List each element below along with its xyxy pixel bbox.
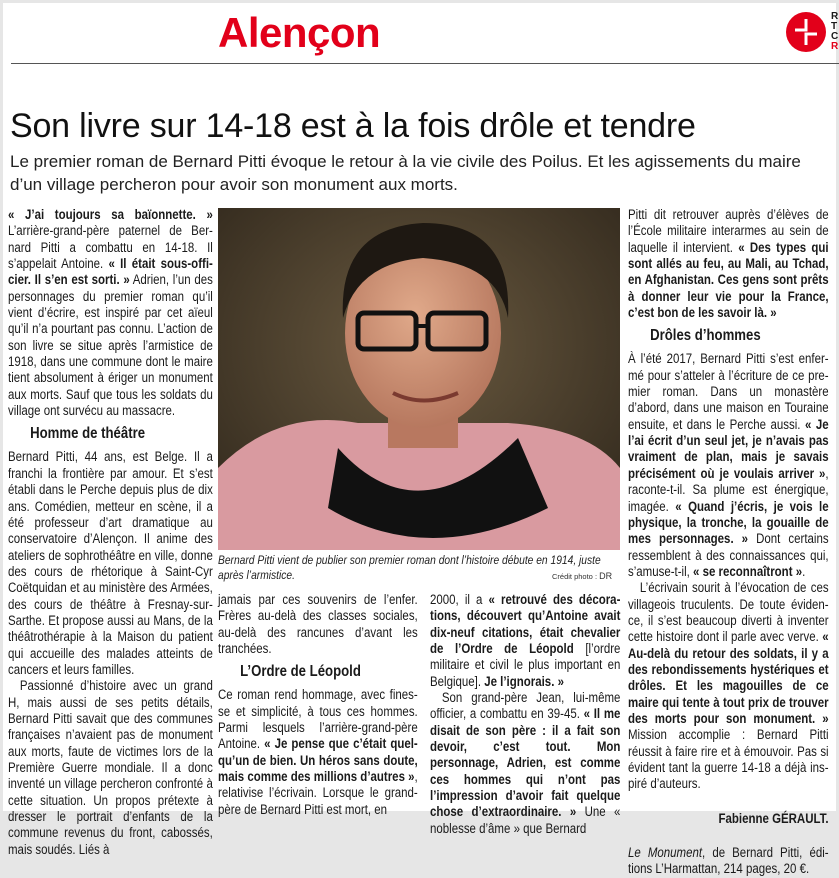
article-column-4 (628, 207, 829, 878)
article-column-3 (430, 592, 620, 837)
body-text: L’arrière-grand-père paternel de Bernard Pitti a combattu en 14-18. Il s’appelait Antoine. (8, 223, 213, 272)
body-text: 2000, il a (430, 592, 489, 607)
paragraph (430, 690, 620, 837)
article-deck: Le premier roman de Bernard Pitti évoque le retour à la vie civile des Poilus. Et les agissements du maire d’un village percheron pour avoir son monument aux morts. (10, 152, 801, 194)
body-text: Son grand-père Jean, lui-même officier, a combattu en 39-45. (430, 690, 621, 722)
section-title: Alençon (218, 9, 381, 56)
quote-text: « Des types qui sont allés au feu, au Mali, au Tchad, en Afghanistan. Ces gens sont prêts à donner leur vie pour la France, c’est bon de les savoir là. » (628, 239, 829, 321)
photo-caption: Bernard Pitti vient de publier son premier roman dont l’histoire débute en 1914, juste après l’armistice. (218, 553, 601, 582)
paragraph (628, 351, 829, 580)
body-text: À l’été 2017, Bernard Pitti s’est enfermé pour s’atteler à l’écriture de ce premier roman. Dans un monastère d’abord, dans une maison en Touraine ensuite, et dans le Perche aussi. (628, 351, 829, 432)
quote-text: « se reconnaîtront » (693, 563, 803, 579)
paragraph (628, 580, 829, 792)
body-text: Passionné d’histoire avec un grand H, mais aussi de ses petits détails, Bernard Pitti savait que des communes françaises n’avaient pas de monument aux morts, faute de victimes lors de la Première Guerre mondiale. Il a donc inventé un village percheron confronté à cette situation. Un propos prétexte à dresser le portrait d’enfants de la commune revenus du front, cabossés, mais soudés. Liés à (8, 678, 213, 857)
logo-letter: R (831, 41, 839, 52)
paragraph (218, 592, 418, 657)
quote-text: « Quand j’écris, je vois le physique, la tronche, la gouaille de mes personnages. » (628, 498, 829, 547)
author-photo (218, 208, 620, 550)
logo-letter: R (831, 11, 839, 22)
quote-text: « Au-delà du retour des soldats, il y a des rebondissements hystériques et drôles. Et les magouilles de ce maire qui tente à tout prix de trouver des morts pour son monument. » (628, 629, 829, 726)
body-text: Mission accomplie : Bernard Pitti réussit à faire rire et à émouvoir. Pas si évident tant la guerre 14-18 a déjà inspiré d’auteurs. (628, 727, 829, 792)
quote-text: « Je l’ai écrit d’un seul jet, je n’avais pas vraiment de plan, mais je savais précisément où je voulais arriver » (628, 416, 829, 481)
photo-credit-label: Crédit photo : (552, 572, 598, 581)
subheading: L’Ordre de Léopold (240, 663, 361, 681)
newspaper-logo-icon (786, 12, 826, 52)
body-text: jamais par ces souvenirs de l’enfer. Frères au-delà des classes sociales, au-delà des rancunes d’avant les tranchées. (218, 592, 418, 657)
paragraph (8, 207, 213, 419)
body-text: Adrien, l’un des personnages du premier roman qu’il vient d’écrire, est inspiré par cet aïeul qu’il n’a pourtant pas connu. L’action de son livre se situe après l’armistice de 1918, dans une commune dont le maire tient absolument à ériger un monument aux morts. Sauf que tous les soldats du village ont survécu au massacre. (8, 272, 213, 419)
body-text: L’écrivain sourit à l’évocation de ces villageois truculents. De toute évidence, il s’est beaucoup diverti à inventer cette histoire dont il parle avec verve. (628, 580, 829, 645)
logo-letters (831, 12, 838, 52)
body-text: Le Monument (628, 845, 703, 861)
subheading: Drôles d’hommes (650, 327, 761, 345)
body-text: Une « noblesse d’âme » que Bernard (430, 804, 621, 836)
author-signature: Fabienne GÉRAULT. (718, 810, 829, 826)
body-text: , raconte-t-il. Sa plume est énergique, imagée. (628, 465, 829, 514)
photo-credit (552, 571, 612, 581)
subheading: Homme de théâtre (30, 425, 146, 443)
quote-text: « J’ai toujours sa baïonnette. » (8, 207, 213, 222)
paragraph (430, 592, 620, 690)
paragraph (218, 687, 418, 818)
body-text: , relativise l’écrivain. Lorsque le grand-père de Bernard Pitti est mort, en (218, 769, 418, 817)
body-text: , de Bernard Pitti, éditions L’Harmattan, 214 pages, 20 €. (628, 845, 829, 877)
logo-letter: C (831, 31, 839, 42)
header-divider (11, 63, 839, 64)
quote-text: « retrouvé des décorations, découvert qu’Antoine avait dix-neuf citations, était chevalier de l’Ordre de Léopold (430, 592, 621, 657)
body-text: Bernard Pitti, 44 ans, est Belge. Il a franchi la frontière par amour. Et s’est établi dans le Perche depuis plus de dix ans. Comédien, metteur en scène, il a été professeur d’art dramatique au conservatoire d’Alençon. Il anime des ateliers de sophrothéâtre en ville, donne des cours de rhétorique à Saint-Cyr Coëtquidan et au ministère des Armées, des cours de théâtre à Fresnay-sur-Sarthe. Et propose aussi au Mans, de la théâtrothérapie à la Maison du patient qui accueille des malades atteints de cancers et leurs familles. (8, 449, 213, 677)
paragraph (628, 207, 829, 321)
body-text: Pitti dit retrouver auprès d’élèves de l’École militaire interarmes au sein de laquelle il intervient. (628, 207, 829, 255)
body-text: . (802, 563, 806, 579)
paragraph (8, 678, 213, 858)
quote-text: « Il me disait de son père : il a fait son devoir, c’est tout. Mon personnage, Adrien, est comme ces hommes qui n’ont pas l’impression d’avoir fait quelque chose d’extraordinaire. » (430, 706, 621, 820)
article-column-1 (8, 207, 213, 858)
logo-letter: T (831, 21, 838, 32)
paragraph (8, 449, 213, 678)
article-column-2 (218, 592, 418, 818)
quote-text: « Je pense que c’était quelqu’un de bien. Un héros sans doute, mais comme des millions d’autres » (218, 736, 418, 785)
quote-text: « Il était sous-officier. Il s’en est sorti. » (8, 256, 213, 288)
article-title: Son livre sur 14-18 est à la fois drôle et tendre (10, 107, 696, 145)
photo-credit-value: DR (599, 571, 613, 581)
body-text: [l’ordre militaire et civil le plus important en Belgique]. (430, 641, 621, 689)
body-text: Dont certains ressemblent à des connaissances qui, s’amuse-t-il, (628, 531, 829, 579)
quote-text: Je l’ignorais. » (484, 673, 564, 689)
body-text: Ce roman rend hommage, avec finesse et simplicité, à tous ces hommes. Parmi lesquels l’arrière-grand-père Antoine. (218, 687, 418, 752)
paragraph (628, 845, 829, 878)
